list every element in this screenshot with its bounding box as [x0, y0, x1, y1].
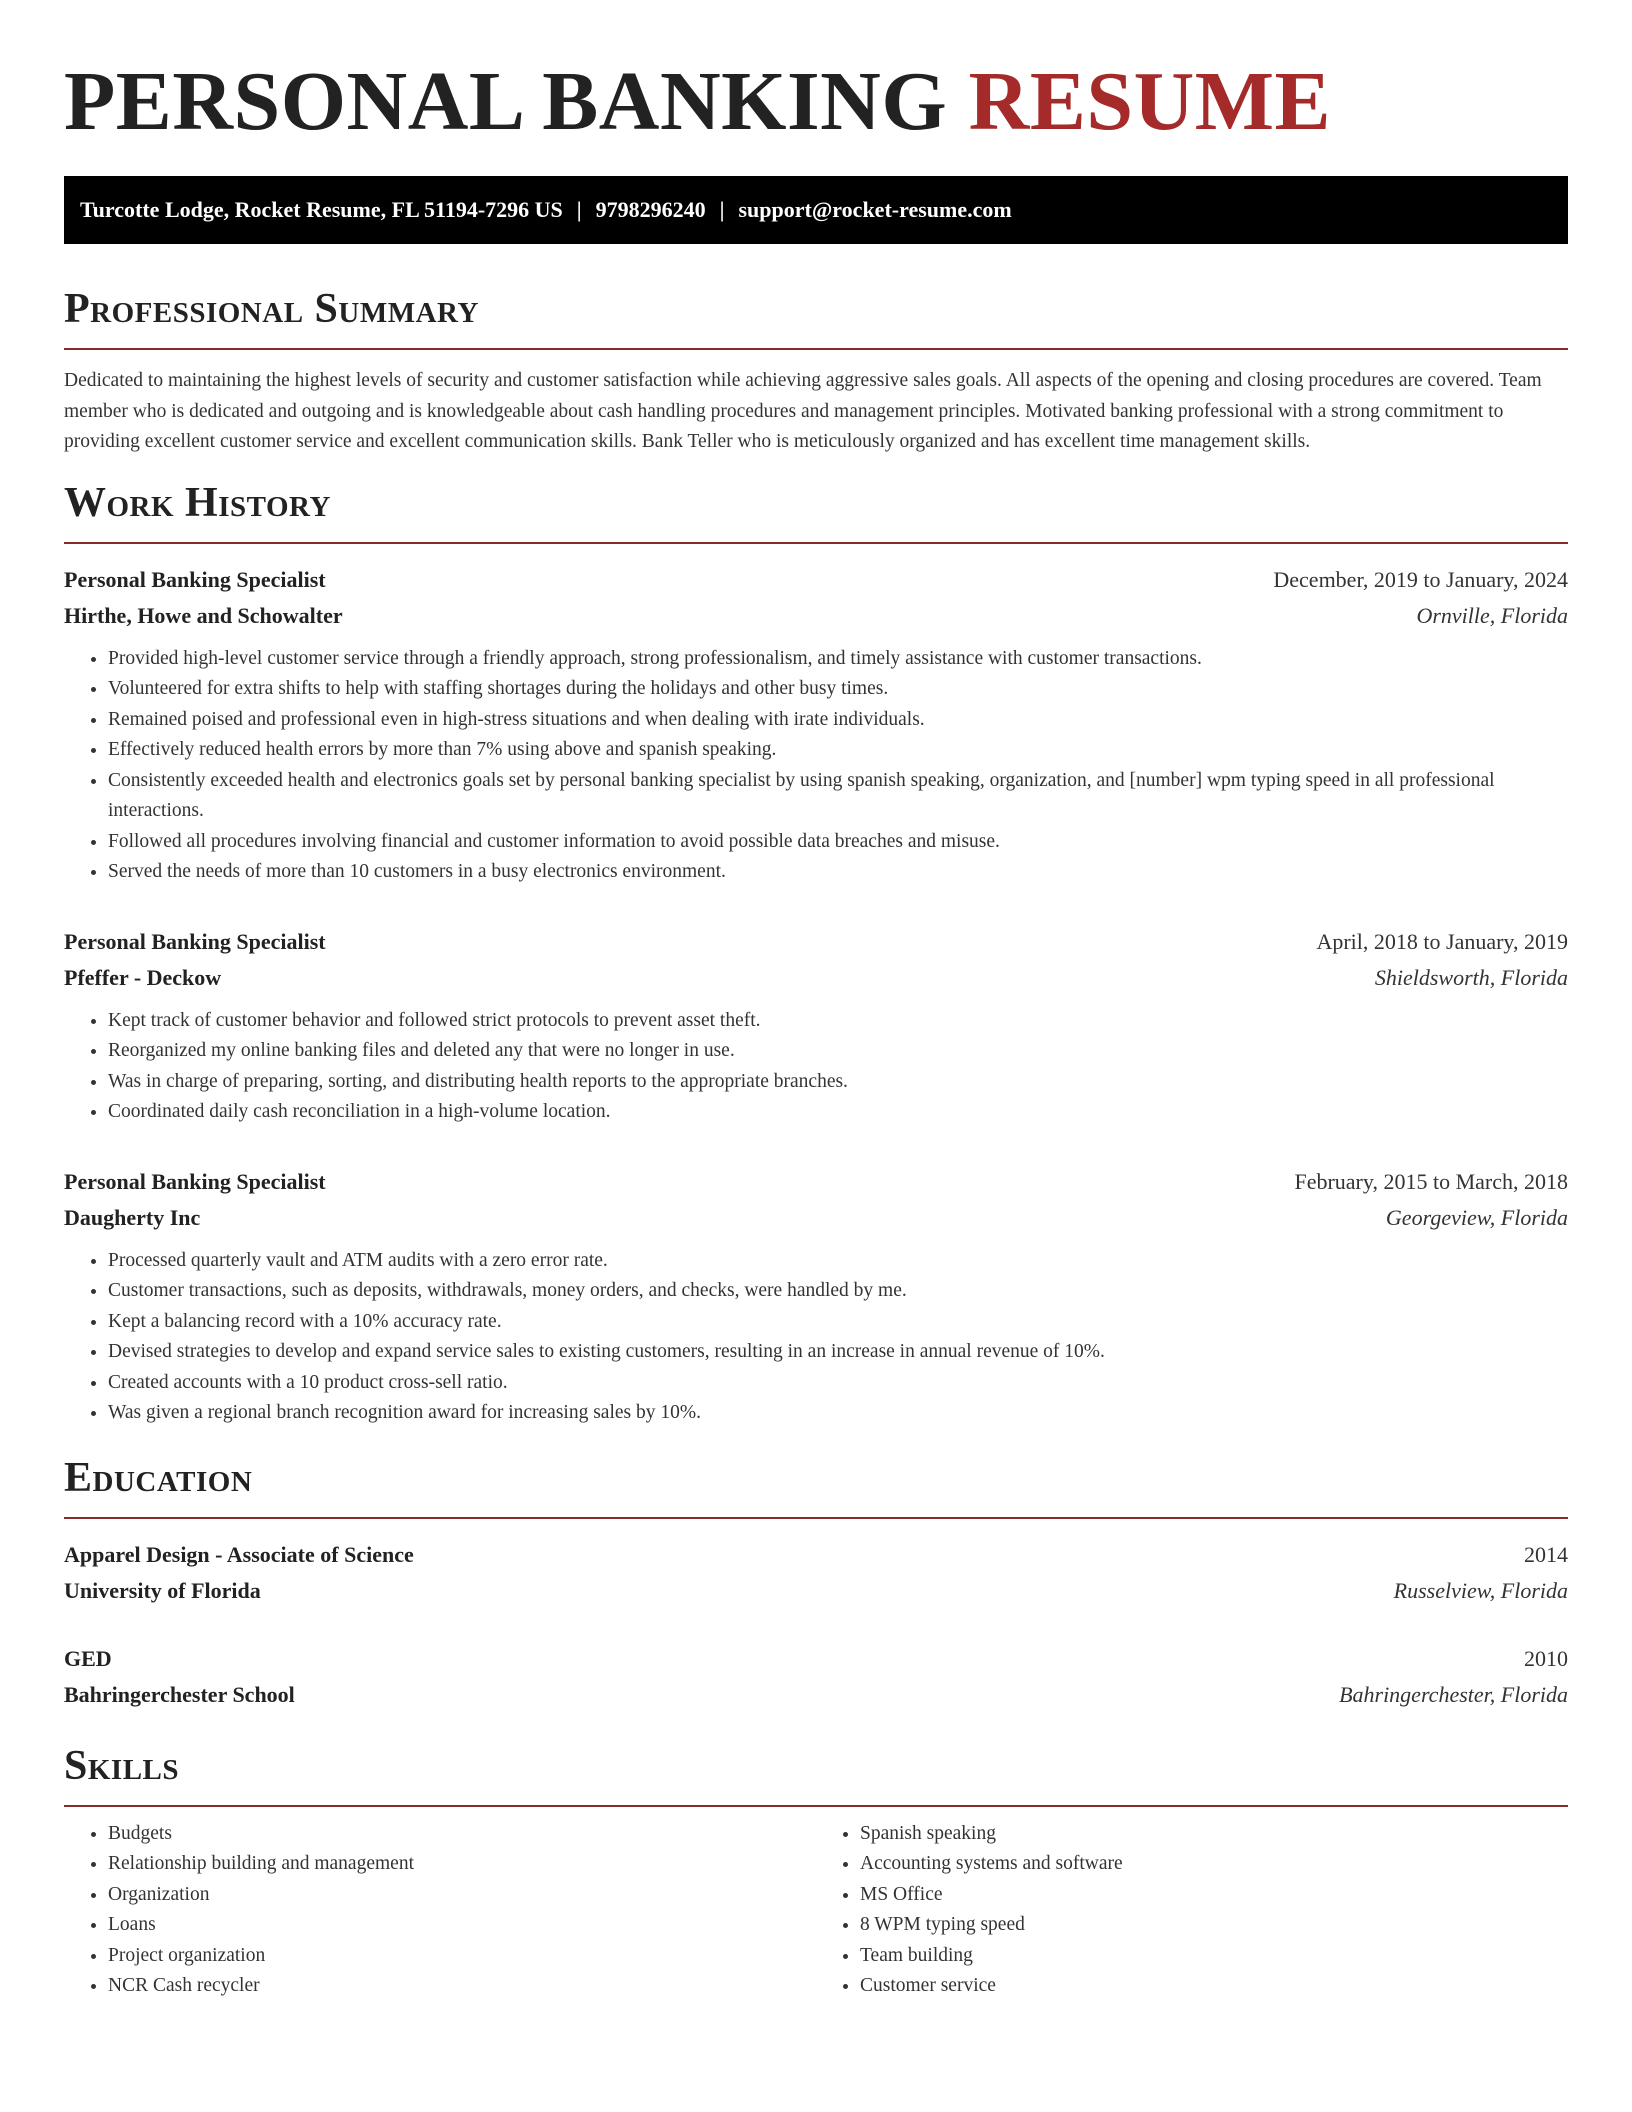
list-item: • Devised strategies to develop and expand service sales to existing customers, resulting in an increase in annual revenue of 10%. [108, 1337, 1568, 1368]
skill-item: • Spanish speaking [860, 1819, 1568, 1850]
resume-title [64, 0, 1568, 154]
list-item: • Followed all procedures involving financial and customer information to avoid possible data breaches and misuse. [108, 827, 1568, 858]
education-subheader [64, 1677, 1568, 1713]
job-title: Personal Banking Specialist [64, 928, 326, 954]
list-item: • Effectively reduced health errors by more than 7% using above and spanish speaking. [108, 735, 1568, 766]
education-subheader [64, 1573, 1568, 1609]
job-company: Hirthe, Howe and Schowalter [64, 602, 343, 628]
title-main: PERSONAL BANKING [64, 55, 948, 148]
list-item: • Coordinated daily cash reconciliation in a high-volume location. [108, 1097, 1568, 1128]
education-header [64, 1537, 1568, 1573]
list-item: • Provided high-level customer service through a friendly approach, strong professionalism, and timely assistance with customer transactions. [108, 644, 1568, 675]
job-bullets [64, 644, 1568, 888]
contact-separator: | [719, 197, 725, 222]
skill-item: • MS Office [860, 1880, 1568, 1911]
education-degree: Apparel Design - Associate of Science [64, 1541, 414, 1567]
skill-item: • Organization [108, 1880, 816, 1911]
skill-item: • Team building [860, 1941, 1568, 1972]
section-divider [64, 542, 1568, 544]
job-bullets [64, 1006, 1568, 1128]
education-header [64, 1641, 1568, 1677]
job-header [64, 1164, 1568, 1200]
list-item: • Volunteered for extra shifts to help with staffing shortages during the holidays and other busy times. [108, 674, 1568, 705]
contact-email: support@rocket-resume.com [738, 197, 1012, 222]
contact-address: Turcotte Lodge, Rocket Resume, FL 51194-7296 US [80, 197, 563, 222]
job-bullets [64, 1246, 1568, 1429]
job-dates: February, 2015 to March, 2018 [1294, 1168, 1568, 1194]
job-location: Shieldsworth, Florida [1374, 964, 1568, 990]
job-company: Pfeffer - Deckow [64, 964, 222, 990]
list-item: • Served the needs of more than 10 customers in a busy electronics environment. [108, 857, 1568, 888]
skill-item: • Project organization [108, 1941, 816, 1972]
job-company: Daugherty Inc [64, 1204, 201, 1230]
education-location: Bahringerchester, Florida [1339, 1681, 1568, 1707]
list-item: • Processed quarterly vault and ATM audits with a zero error rate. [108, 1246, 1568, 1277]
education-degree: GED [64, 1645, 112, 1671]
list-item: • Reorganized my online banking files and deleted any that were no longer in use. [108, 1036, 1568, 1067]
section-divider [64, 1517, 1568, 1519]
work-heading: Work History [64, 479, 331, 526]
skills-heading: Skills [64, 1742, 180, 1789]
job-entry [64, 924, 1568, 1128]
job-header [64, 562, 1568, 598]
job-entry [64, 562, 1568, 888]
skill-item: • Customer service [860, 1971, 1568, 2002]
job-entry [64, 1164, 1568, 1429]
section-divider [64, 348, 1568, 350]
skills-columns [64, 1819, 1568, 2002]
list-item: • Created accounts with a 10 product cross-sell ratio. [108, 1368, 1568, 1399]
list-item: • Kept track of customer behavior and followed strict protocols to prevent asset theft. [108, 1006, 1568, 1037]
title-accent: RESUME [968, 55, 1332, 148]
summary-text: Dedicated to maintaining the highest levels of security and customer satisfaction while achieving aggressive sales goals. All aspects of the opening and closing procedures are covered. Team member who is dedicated and outgoing and is knowledgeable about cash handling procedures and management principles. Motivated banking professional with a strong commitment to providing excellent customer service and excellent communication skills. Bank Teller who is meticulously organized and has excellent time management skills. [64, 370, 1542, 452]
job-location: Ornville, Florida [1416, 602, 1568, 628]
job-dates: December, 2019 to January, 2024 [1273, 566, 1568, 592]
job-header [64, 924, 1568, 960]
skill-item: • Accounting systems and software [860, 1849, 1568, 1880]
skill-item: • Loans [108, 1910, 816, 1941]
list-item: • Customer transactions, such as deposits, withdrawals, money orders, and checks, were handled by me. [108, 1276, 1568, 1307]
contact-bar [64, 176, 1568, 244]
list-item: • Remained poised and professional even in high-stress situations and when dealing with irate individuals. [108, 705, 1568, 736]
skill-item: • 8 WPM typing speed [860, 1910, 1568, 1941]
job-location: Georgeview, Florida [1385, 1204, 1568, 1230]
skills-section [64, 1741, 1568, 2002]
education-school: University of Florida [64, 1577, 261, 1603]
contact-phone: 9798296240 [595, 197, 706, 222]
job-dates: April, 2018 to January, 2019 [1316, 928, 1568, 954]
education-school: Bahringerchester School [64, 1681, 295, 1707]
skills-list-left [64, 1819, 816, 2002]
education-heading: Education [64, 1454, 253, 1501]
list-item: • Kept a balancing record with a 10% accuracy rate. [108, 1307, 1568, 1338]
education-location: Russelview, Florida [1393, 1577, 1568, 1603]
section-divider [64, 1805, 1568, 1807]
job-subheader [64, 1200, 1568, 1236]
summary-heading: Professional Summary [64, 286, 479, 332]
education-year: 2014 [1524, 1541, 1568, 1567]
contact-separator: | [576, 197, 582, 222]
education-year: 2010 [1524, 1645, 1568, 1671]
skills-list-right [816, 1819, 1568, 2002]
skill-item: • Relationship building and management [108, 1849, 816, 1880]
job-title: Personal Banking Specialist [64, 566, 326, 592]
education-entry [64, 1641, 1568, 1713]
list-item: • Consistently exceeded health and electronics goals set by personal banking specialist by using spanish speaking, organization, and [number] wpm typing speed in all professional interactions. [108, 766, 1568, 827]
summary-section [64, 284, 1568, 458]
list-item: • Was in charge of preparing, sorting, and distributing health reports to the appropriate branches. [108, 1067, 1568, 1098]
job-subheader [64, 960, 1568, 996]
resume-content [64, 0, 1568, 2002]
education-entry [64, 1537, 1568, 1609]
work-section [64, 478, 1568, 1429]
job-subheader [64, 598, 1568, 634]
skill-item: • NCR Cash recycler [108, 1971, 816, 2002]
education-section [64, 1453, 1568, 1713]
skill-item: • Budgets [108, 1819, 816, 1850]
job-title: Personal Banking Specialist [64, 1168, 326, 1194]
list-item: • Was given a regional branch recognition award for increasing sales by 10%. [108, 1398, 1568, 1429]
